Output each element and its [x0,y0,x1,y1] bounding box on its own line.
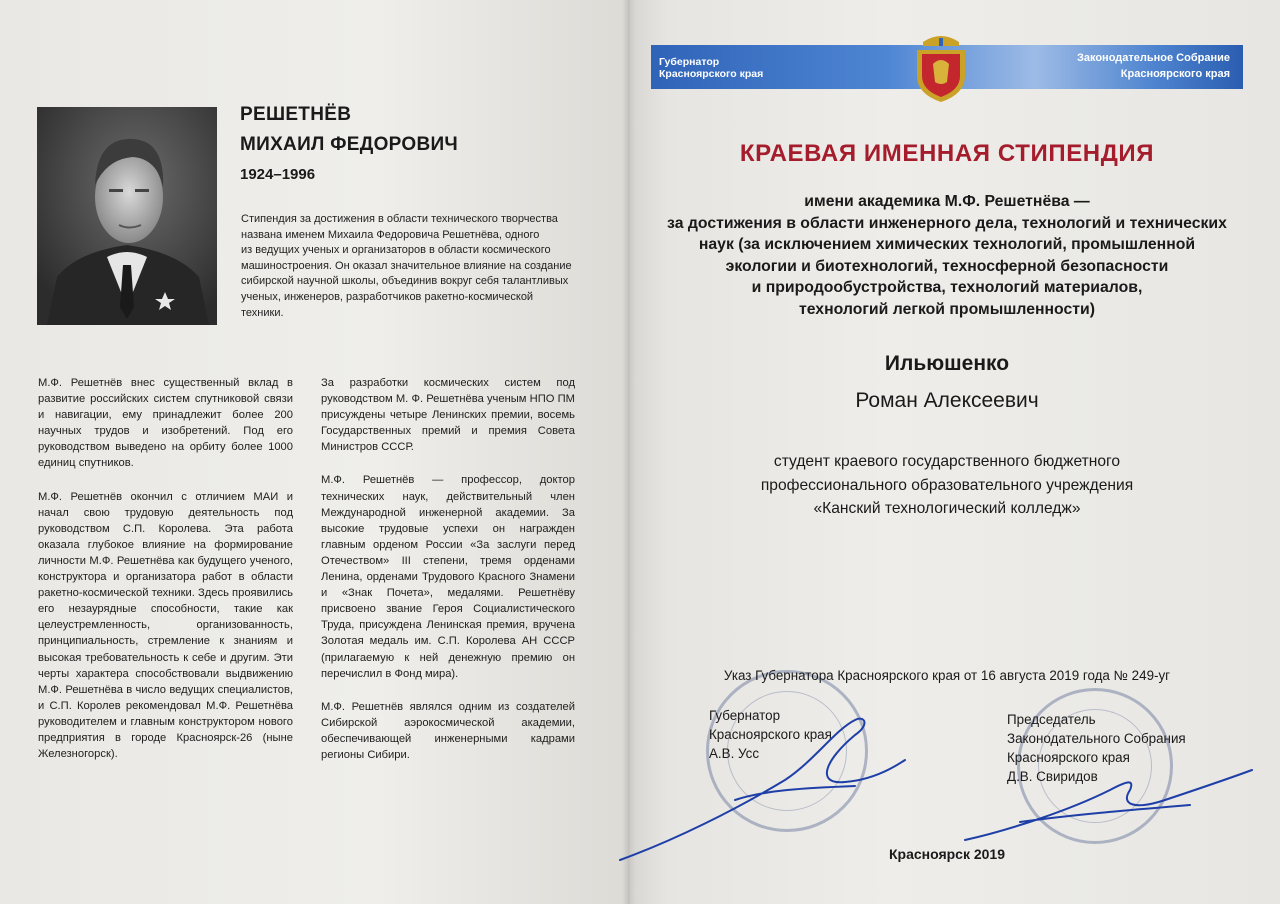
person-surname: РЕШЕТНЁВ [240,104,352,125]
handwritten-signature [960,760,1260,860]
portrait-photo [37,107,217,325]
intro-line: Стипендия за достижения в области технического творчества [241,213,558,225]
scholarship-title: КРАЕВАЯ ИМЕННАЯ СТИПЕНДИЯ [739,140,1155,167]
intro-line: названа именем Михаила Федоровича Решетнёва, одного [241,228,540,241]
person-years: 1924–1996 [240,166,316,183]
signatory-line: Красноярского края [709,727,832,742]
institution-line: «Канский технологический колледж» [813,500,1081,517]
institution-line: профессионального образовательного учреждения [760,476,1134,494]
banner-line: Губернатор [659,56,720,68]
scholarship-subtitle [640,191,1254,320]
banner-governor-label [659,56,763,80]
biography-paragraph: М.Ф. Решетнёв являлся одним из создателей Сибирской аэрокосмической академии, обеспечивающей инженерными кадрами регионы Сибири. [321,700,575,761]
handwritten-signature [615,690,915,870]
intro-paragraph [241,212,596,321]
person-name-block [240,104,458,183]
signatory-line: Законодательного Собрания [1007,731,1186,746]
signatory-line: Красноярского края [1007,750,1130,765]
intro-line: машиностроения. Он оказал значительное влияние на создание [241,259,572,272]
intro-line: техники. [241,306,284,319]
intro-line: из ведущих ученых и организаторов в области космического [241,244,551,257]
signatory-line: Председатель [1007,712,1096,727]
institution-line: студент краевого государственного бюджетного [773,453,1121,470]
recipient-surname: Ильюшенко [884,352,1010,375]
recipient-given-names: Роман Алексеевич [855,389,1039,412]
person-given-names: МИХАИЛ ФЕДОРОВИЧ [240,134,459,155]
intro-line: ученых, инженеров, разработчиков ракетно-космической [241,290,534,303]
banner-line: Красноярского края [1120,68,1230,80]
recipient-institution [640,450,1254,521]
decree-reference: Указ Губернатора Красноярского края от 16 августа 2019 года № 249-уг [723,668,1171,683]
subtitle-line: экологии и биотехнологий, техносферной безопасности [725,257,1169,275]
biography-paragraph: За разработки космических систем под руководством М. Ф. Решетнёва ученым НПО ПМ присуждены четыре Ленинских премии, восемь Государственных премий и премия Совета Министров СССР. [321,377,575,454]
intro-line: сибирской научной школы, объединив вокруг себя талантливых [241,275,569,288]
banner-assembly-label [1020,50,1230,82]
signatory-line: Губернатор [709,708,781,723]
biography-column-left [38,375,293,779]
subtitle-line: имени академика М.Ф. Решетнёва — [804,193,1090,210]
subtitle-line: и природообустройства, технологий материалов, [751,279,1143,296]
subtitle-line: технологий легкой промышленности) [798,300,1095,318]
subtitle-line: наук (за исключением химических технологий, промышленной [698,236,1196,253]
biography-column-right [321,375,575,780]
city-year: Красноярск 2019 [888,846,1006,862]
biography-paragraph: М.Ф. Решетнёв внес существенный вклад в развитие российских систем спутниковой связи и навигации, ему принадлежит более 200 научных трудов и изобретений. Под его руководством выведено на орбиту более 1000 единиц спутников. [38,377,293,470]
biography-paragraph: М.Ф. Решетнёв — профессор, доктор технических наук, действительный член Международной инженерной академии. За высокие трудовые успехи он награжден главным орденом России «За заслуги перед Отечеством» III степени, тремя орденами Ленина, орденами Трудового Красного Знамени и «Знак Почета», медалями. Решетнёву присвоено звание Героя Социалистического Труда, присуждена Ленинская премия, вручена Золотая медаль им. С.П. Королева АН СССР (прилагаемую к ней денежную премию он перечислил в Фонд мира). [321,474,575,680]
subtitle-line: за достижения в области инженерного дела, технологий и технических [667,214,1227,232]
banner-line: Красноярского края [659,68,764,80]
biography-paragraph: М.Ф. Решетнёв окончил с отличием МАИ и начал свою трудовую деятельность под руководством С.П. Королева. Эта работа оказала глубокое влияние на формирование личности М.Ф. Решетнёва как будущего ученого, конструктора и организатора работ в области ракетно-космической техники. Здесь проявились его незаурядные способности, такие как целеустремленность, организованность, принципиальность, стремление к знаниям и высокая требовательность к себе и другим. Эти черты характера способствовали выдвижению М.Ф. Решетнёва в число ведущих специалистов, и С.П. Королев рекомендовал М.Ф. Решетнёва руководителем и главным конструктором нового предприятия в городе Красноярск-26 (ныне Железногорск). [38,490,293,761]
banner-line: Законодательное Собрание [1076,52,1230,64]
coat-of-arms-icon [913,30,969,104]
signatory-line: А.В. Усс [709,746,760,761]
signatory-line: Д.В. Свиридов [1007,769,1098,784]
